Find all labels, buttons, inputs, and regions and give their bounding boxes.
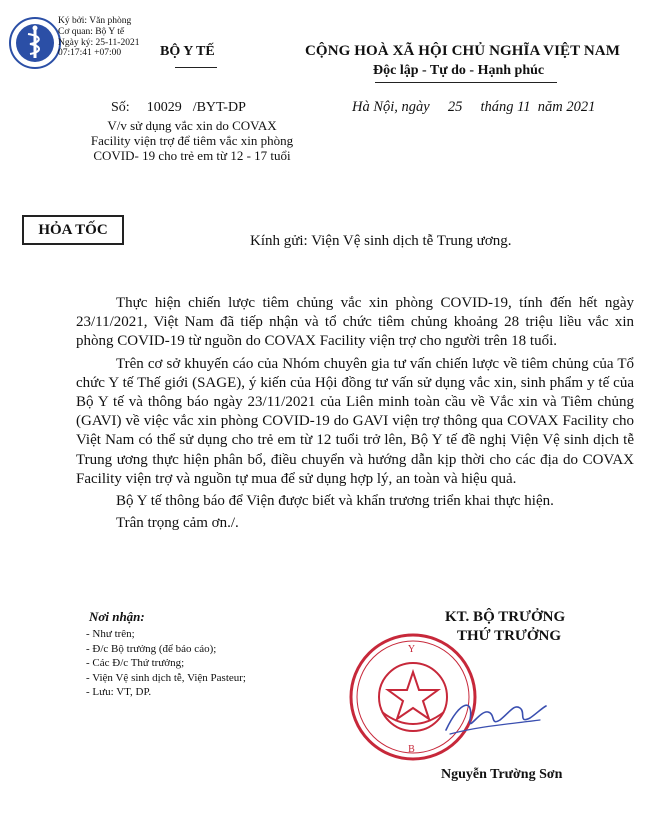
receiver-item: - Như trên; [86, 628, 135, 640]
signature-role: KT. BỘ TRƯỞNG [445, 609, 566, 625]
body-paragraph: Trân trọng cảm ơn./. [116, 515, 239, 532]
body-paragraph: Thực hiện chiến lược tiêm chủng vắc xin phòng COVID-19, tính đến hết ngày 23/11/2021, Việt Nam đã tiếp nhận và tổ chức tiêm chủng khoảng 28 triệu liều vắc xin phòng COVID-19 từ nguồn do COVAX Facility viện trợ cho người trên 18 tuổi. [76, 295, 634, 350]
motto: Độc lập - Tự do - Hạnh phúc [373, 63, 545, 78]
signed-time-text: 07:17:41 +07:00 [58, 48, 122, 59]
nation-title: CỘNG HOÀ XÃ HỘI CHỦ NGHĨA VIỆT NAM [305, 43, 620, 59]
digital-signature-info [58, 16, 139, 59]
place-date: Hà Nội, ngày 25 tháng 11 năm 2021 [352, 99, 596, 115]
ministry-name: BỘ Y TẾ [160, 44, 215, 59]
body-paragraph: Trên cơ sở khuyến cáo của Nhóm chuyên gia tư vấn chiến lược về tiêm chủng của Tổ chức Y tế Thế giới (SAGE), ý kiến của Hội đồng tư vấn sử dụng vắc xin, sinh phẩm y tế của Bộ Y tế và thông báo ngày 23/11/2021 của Liên minh toàn cầu về Vắc xin và Tiêm chủng (GAVI) về việc vắc xin phòng COVID-19 do GAVI viện trợ thông qua COVAX Facility cho Việt Nam có thể sử dụng cho trẻ em từ 12 tuổi trở lên, Bộ Y tế đề nghị Viện Vệ sinh dịch tễ Trung ương thực hiện phân bổ, điều chuyển và hướng dẫn kịp thời cho các địa do COVAX Facility viện trợ và nguồn tự mua để sử dụng hợp lý, an toàn và hiệu quả. [76, 355, 634, 487]
receiver-item: - Đ/c Bộ trưởng (để báo cáo); [86, 642, 217, 655]
number-label: Số: [111, 100, 130, 115]
agency-text: Cơ quan: Bộ Y tế [58, 26, 125, 37]
receiver-item: - Lưu: VT, DP. [86, 686, 152, 698]
document-number [111, 100, 246, 116]
document-subject: V/v sử dụng vắc xin do COVAX Facility viện trợ để tiêm vắc xin phòng COVID- 19 cho trẻ em từ 12 - 17 tuổi [90, 118, 294, 163]
body-paragraph: Bộ Y tế thông báo để Viện được biết và khẩn trương triển khai thực hiện. [116, 493, 554, 510]
signature-title: THỨ TRƯỞNG [457, 628, 562, 644]
receivers-list [86, 627, 246, 700]
signer-name: Nguyễn Trường Sơn [441, 767, 563, 782]
ministry-underline [175, 67, 217, 68]
motto-underline [375, 82, 557, 83]
receivers-title: Nơi nhận: [89, 609, 145, 624]
handwritten-signature-icon [440, 690, 550, 740]
receiver-item: - Viện Vệ sinh dịch tễ, Viện Pasteur; [86, 671, 246, 684]
letter-body [76, 294, 634, 536]
ministry-logo-icon [8, 16, 62, 70]
svg-text:Y: Y [407, 644, 419, 655]
number-suffix: /BYT-DP [192, 100, 246, 115]
receiver-item: - Các Đ/c Thứ trưởng; [86, 657, 185, 669]
svg-text:B: B [408, 744, 418, 755]
recipient-line: Kính gửi: Viện Vệ sinh dịch tễ Trung ương. [250, 233, 512, 249]
urgent-badge: HỎA TỐC [22, 215, 124, 245]
number-value: 10029 [146, 100, 182, 115]
signed-date-text: Ngày ký: 25-11-2021 [58, 37, 140, 48]
signed-by-text: Ký bởi: Văn phòng [58, 16, 132, 26]
